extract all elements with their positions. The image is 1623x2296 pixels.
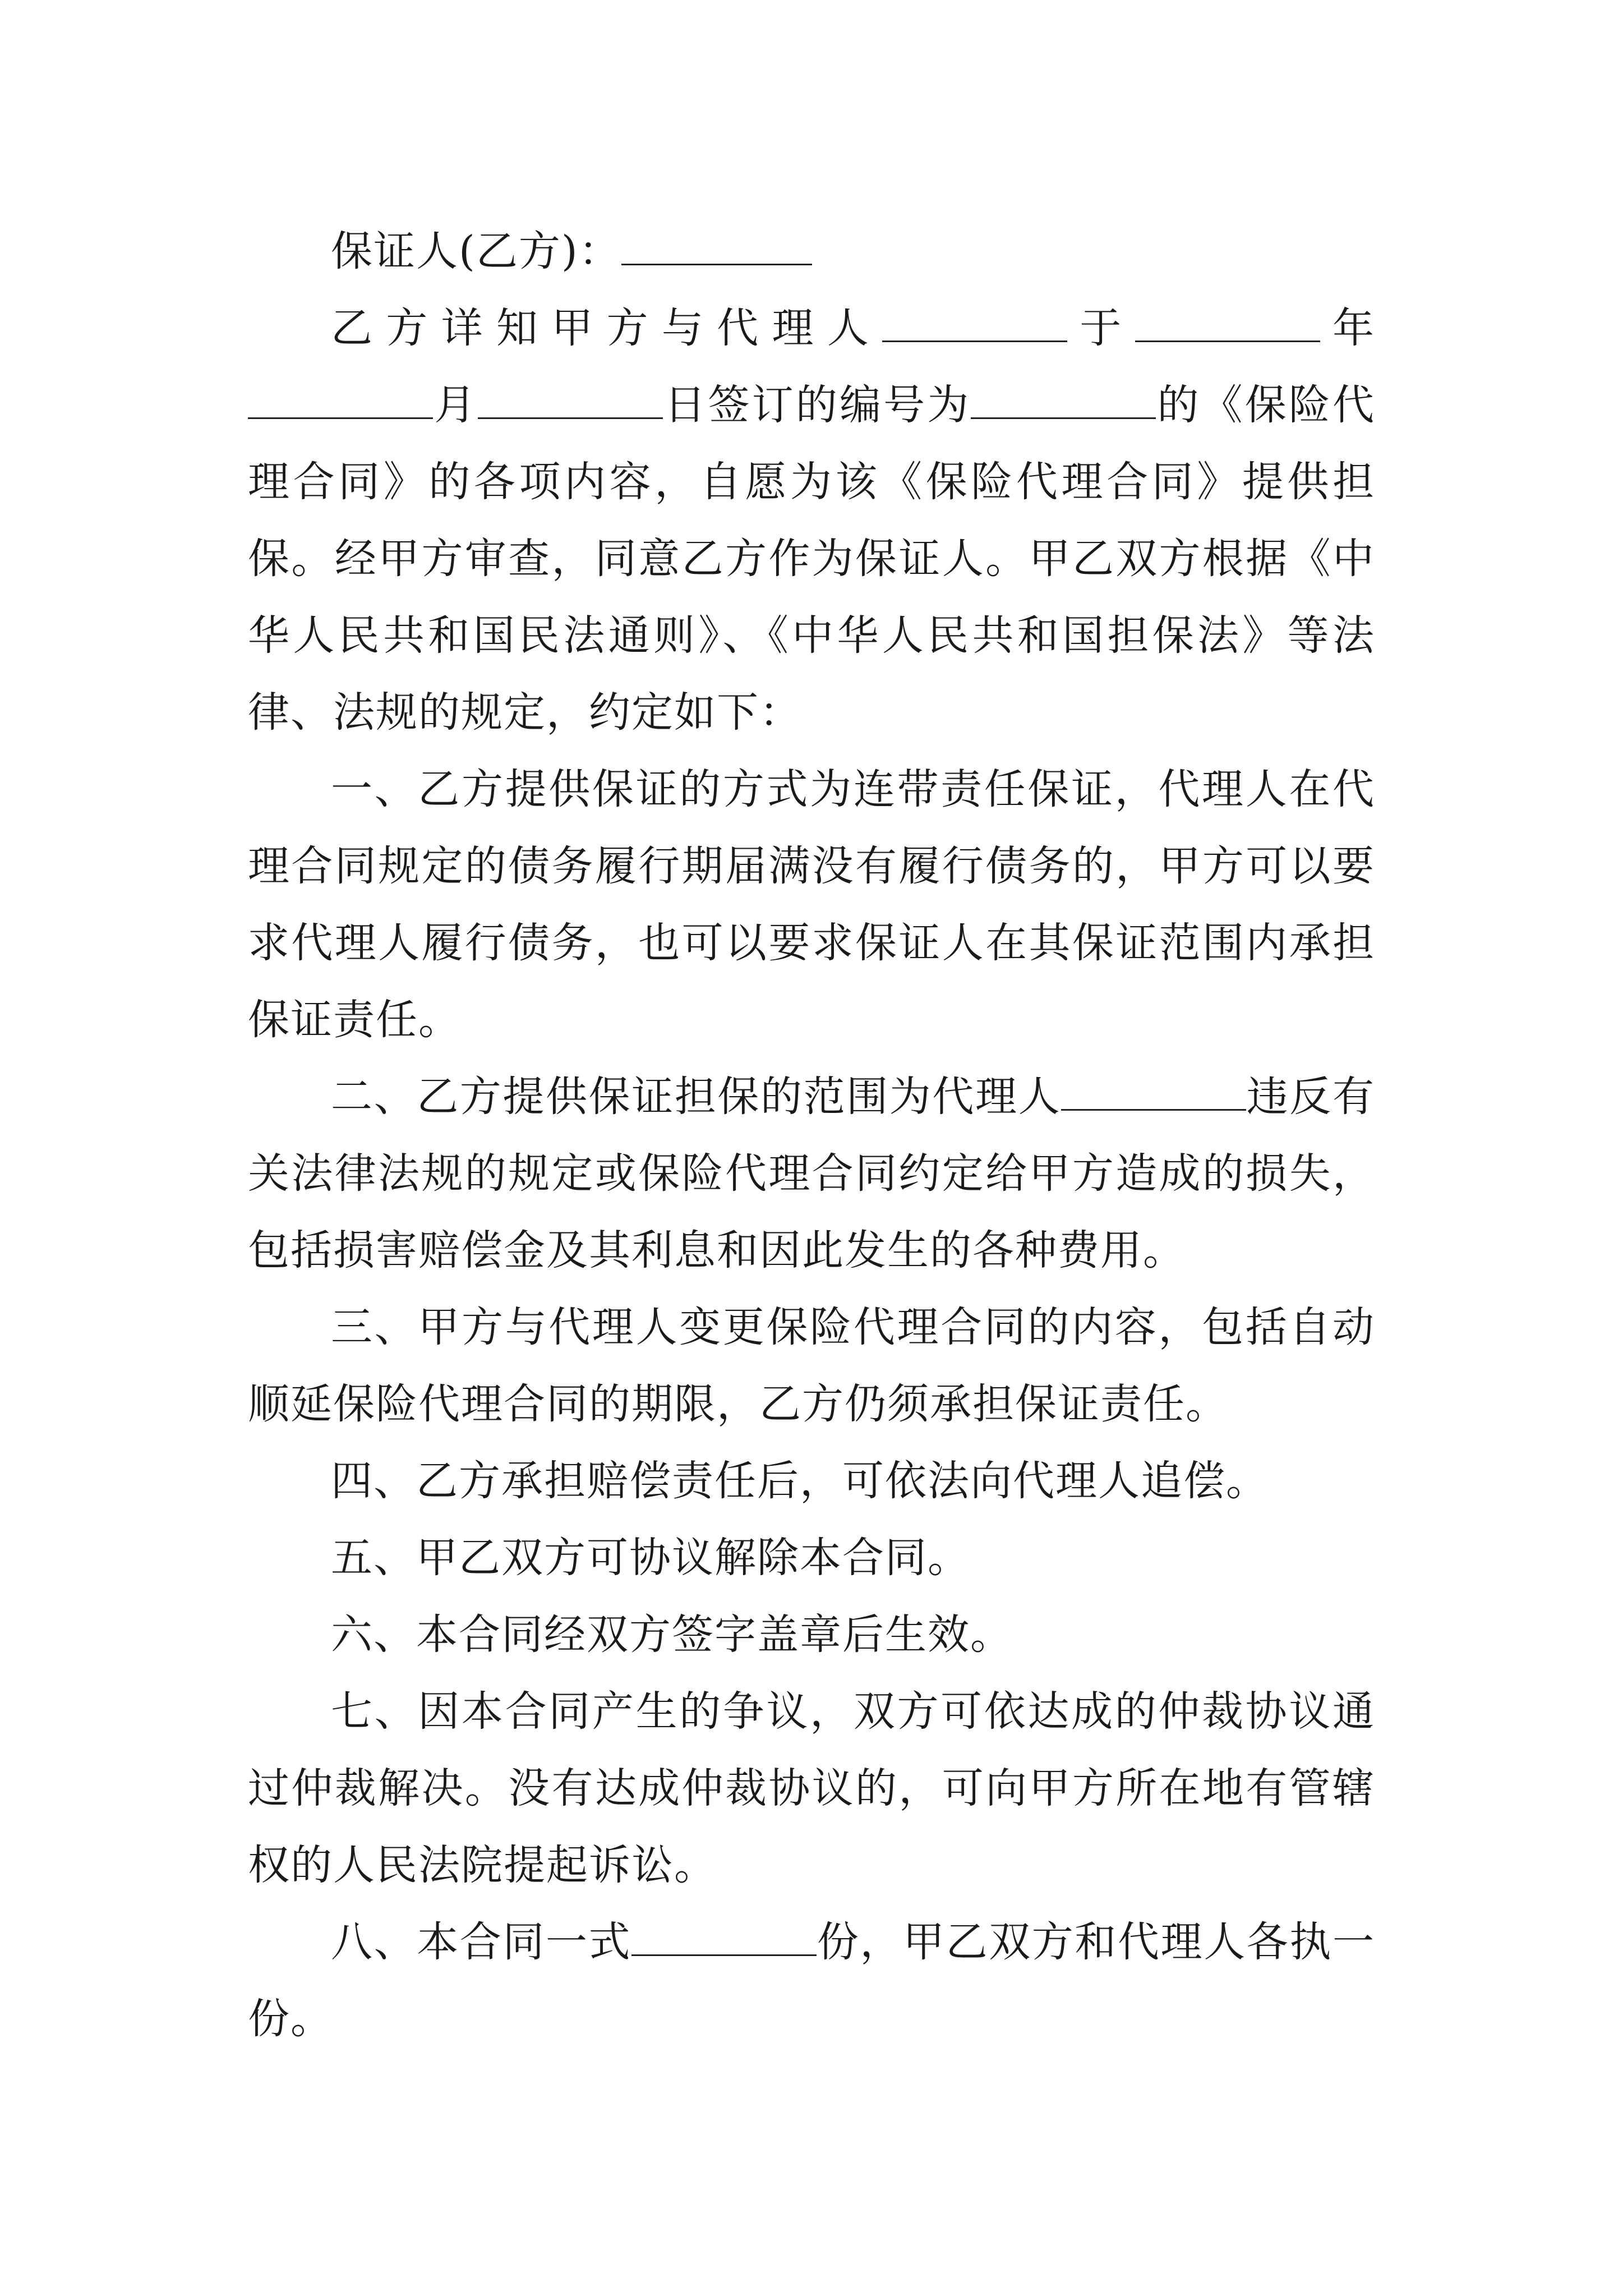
preamble-text-6: 的《保险代理合同》的各项内容，自愿为该《保险代理合同》提供担保。经甲方审查，同意乙方作为保证人。甲乙双方根据《中华人民共和国民法通则》、《中华人民共和国担保法》等法律、法规的规定，约定如下： [248,381,1376,737]
preamble-text-2: 于 [1067,304,1135,352]
preamble-text-3: 年 [1320,304,1376,352]
preamble-text-4: 月 [433,381,478,429]
clause-8-text-a: 八、本合同一式 [331,1918,632,1966]
guarantor-label: 保证人(乙方)： [331,227,621,275]
clause-3: 三、甲方与代理人变更保险代理合同的内容，包括自动顺延保险代理合同的期限，乙方仍须承担保证责任。 [248,1303,1375,1428]
clause-2-text-b: 违反有关法律法规的规定或保险代理合同约定给甲方造成的损失，包括损害赔偿金及其利息和因此发生的各种费用。 [248,1073,1376,1274]
agent-name-blank[interactable] [882,301,1067,342]
clause-2 [248,1059,1375,1289]
clause-6: 六、本合同经双方签字盖章后生效。 [331,1611,1013,1659]
clause-2-text-a: 二、乙方提供保证担保的范围为代理人 [331,1073,1062,1121]
month-blank[interactable] [248,378,433,419]
preamble-text-1: 乙方详知甲方与代理人 [331,304,883,352]
clause-8 [248,1904,1375,2058]
day-blank[interactable] [478,378,663,419]
clause-7: 七、因本合同产生的争议，双方可依达成的仲裁协议通过仲裁解决。没有达成仲裁协议的，可向甲方所在地有管辖权的人民法院提起诉讼。 [248,1687,1375,1889]
copies-blank[interactable] [631,1915,817,1956]
clause-8-text-b: 份，甲乙双方和代理人各执一份。 [248,1918,1376,2043]
guarantor-line [248,213,1375,290]
contract-number-blank[interactable] [971,378,1156,419]
preamble-paragraph [248,290,1375,751]
contract-page [248,213,1375,2058]
clause-5: 五、甲乙双方可协议解除本合同。 [331,1534,970,1582]
preamble-text-5: 日签订的编号为 [663,381,971,429]
clause-1: 一、乙方提供保证的方式为连带责任保证，代理人在代理合同规定的债务履行期届满没有履行债务的，甲方可以要求代理人履行债务，也可以要求保证人在其保证范围内承担保证责任。 [248,765,1375,1044]
year-blank[interactable] [1135,301,1320,342]
clause-4: 四、乙方承担赔偿责任后，可依法向代理人追偿。 [331,1457,1269,1505]
guarantor-name-blank[interactable] [621,224,812,265]
agent-blank[interactable] [1061,1070,1246,1111]
